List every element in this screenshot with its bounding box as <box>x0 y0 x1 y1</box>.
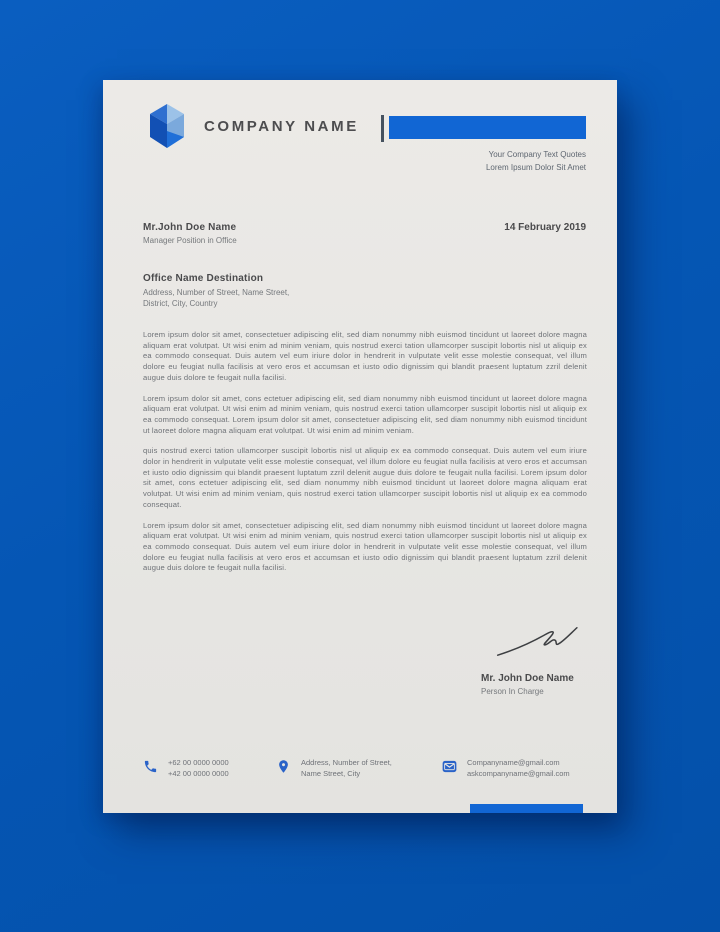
recipient-name: Mr.John Doe Name <box>143 222 237 233</box>
signatory-title: Person In Charge <box>481 687 544 696</box>
letter-paragraph: Lorem ipsum dolor sit amet, consectetuer adipiscing elit, sed diam nonummy nibh euismod tincidunt ut laoreet dolore magna aliquam erat volutpat. Ut wisi enim ad minim veniam, quis nostrud exerci tation ullamcorper suscipit lobortis nisl ut aliquip ex ea commodo consequat. Duis autem vel eum iriure dolor in hendrerit in vulputate velit esse molestie consequat, vel illum dolore eu feugiat nulla facilisis at vero eros et accumsan et iusto odio dignissim qui blandit praesent luptatum zzril delenit augue duis dolore te feugait nulla facilisi. <box>143 330 587 382</box>
phone-icon <box>143 759 158 774</box>
envelope-icon <box>442 759 457 774</box>
footer-email-block <box>442 758 587 779</box>
letter-paragraph: quis nostrud exerci tation ullamcorper suscipit lobortis nisl ut aliquip ex ea commodo consequat. Duis autem vel eum iriure dolor in hendrerit in vulputate velit esse molestie consequat, vel illum dolore eu feugiat nulla facilisis at vero eros et accumsan et iusto odio dignissim qui blandit praesent luptatum zzril delenit augue duis dolore te feugait nulla facilisi. Lorem ipsum dolor sit amet, cons ectetuer adipiscing elit, sed diam nonummy nibh euismod tincidunt ut laoreet dolore magna aliquam erat volutpat. Ut wisi enim ad minim veniam, quis nostrud exerci tation ullamcorper suscipit lobortis nisl ut aliquip ex ea commodo consequat. <box>143 446 587 509</box>
office-address-line-1: Address, Number of Street, Name Street, <box>143 288 290 297</box>
bottom-accent-bar <box>470 804 583 813</box>
header-accent-divider <box>381 115 384 142</box>
company-name: COMPANY NAME <box>204 118 359 135</box>
tagline-line-1: Your Company Text Quotes <box>488 150 586 159</box>
signatory-name: Mr. John Doe Name <box>481 673 574 684</box>
letter-date: 14 February 2019 <box>504 222 586 233</box>
letterhead-paper <box>103 80 617 813</box>
footer-phone-text <box>168 758 229 779</box>
recipient-block <box>143 222 237 245</box>
signature-icon <box>495 616 585 662</box>
office-name: Office Name Destination <box>143 273 264 284</box>
header-accent-bar <box>389 116 586 139</box>
footer-email-line-2: askcompanyname@gmail.com <box>467 768 570 778</box>
location-pin-icon <box>276 759 291 774</box>
letter-body <box>143 330 587 584</box>
footer-email-line-1: Companyname@gmail.com <box>467 758 560 767</box>
footer-address-line-2: Name Street, City <box>301 768 361 778</box>
recipient-position: Manager Position in Office <box>143 236 237 245</box>
footer-address-text <box>301 758 392 779</box>
company-tagline <box>486 148 586 174</box>
footer-phone-line-2: +42 00 0000 0000 <box>168 768 229 778</box>
footer-phone-block <box>143 758 276 779</box>
footer-address-block <box>276 758 442 779</box>
cube-logo-icon <box>147 103 187 149</box>
footer-address-line-1: Address, Number of Street, <box>301 758 392 767</box>
letter-paragraph: Lorem ipsum dolor sit amet, consectetuer adipiscing elit, sed diam nonummy nibh euismod tincidunt ut laoreet dolore magna aliquam erat volutpat. Ut wisi enim ad minim veniam, quis nostrud exerci tation ullamcorper suscipit lobortis nisl ut aliquip ex ea commodo consequat. Duis autem vel eum iriure dolor in hendrerit in vulputate velit esse molestie consequat, vel illum dolore eu feugiat nulla facilisis at vero eros et accumsan et iusto odio dignissim qui blandit praesent luptatum zzril delenit augue duis dolore te feugait nulla facilisi. <box>143 520 587 573</box>
signature-block <box>481 616 587 696</box>
tagline-line-2: Lorem Ipsum Dolor Sit Amet <box>485 163 586 172</box>
footer-contact-bar <box>143 758 587 779</box>
footer-email-text <box>467 758 570 779</box>
letter-paragraph: Lorem ipsum dolor sit amet, cons ectetuer adipiscing elit, sed diam nonummy nibh euismod tincidunt ut laoreet dolore magna aliquam erat volutpat. Ut wisi enim ad minim veniam, quis nostrud exerci tation ullamcorper suscipit lobortis nisl ut aliquip ex ea commodo consequat. Lorem ipsum dolor sit amet, consectetuer adipiscing elit, sed diam nonummy nibh euismod tincidunt ut laoreet dolore magna aliquam erat volutpat. Ut wisi enim ad minim veniam. <box>143 393 587 435</box>
office-block <box>143 273 289 309</box>
footer-phone-line-1: +62 00 0000 0000 <box>168 758 229 767</box>
office-address-line-2: District, City, Country <box>143 299 218 308</box>
